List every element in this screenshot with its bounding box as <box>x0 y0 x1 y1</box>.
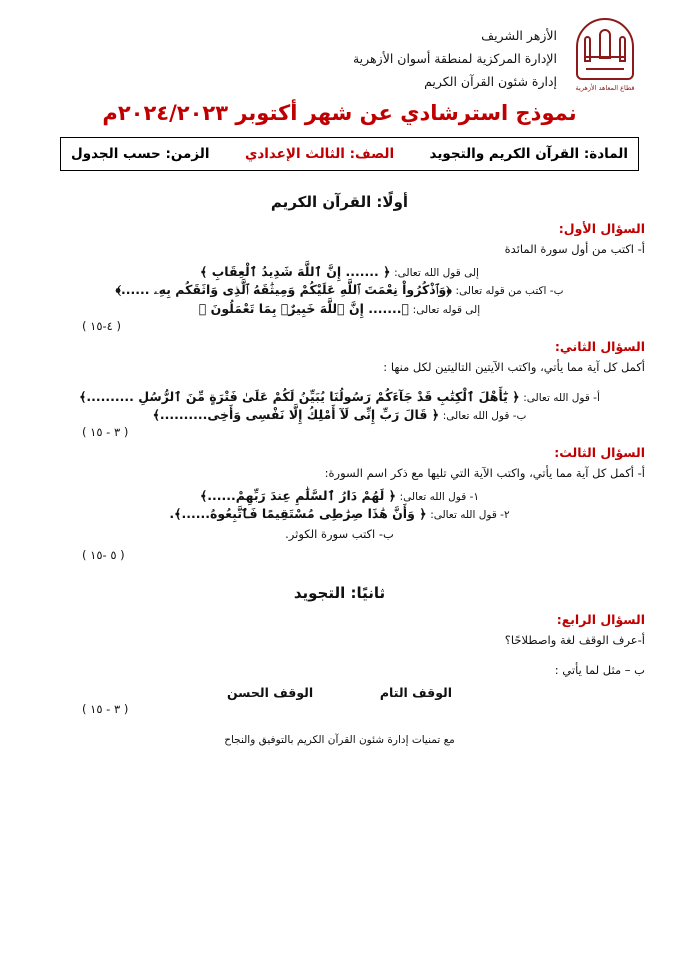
question-1c-ayah-row <box>34 301 645 316</box>
question-4-marks: ( ٣ - ١٥ ) <box>82 702 129 717</box>
question-2-heading: السؤال الثاني: <box>554 339 645 355</box>
question-3-item-2-ayah: ﴿ وَأَنَّ هَٰذَا صِرَٰطِى مُسْتَقِيمًا فَٱتَّبِعُوهُ......﴾. <box>169 505 427 521</box>
question-1b-ayah: ﴿وَٱذْكُرُواْ نِعْمَتَ ٱللَّهِ عَلَيْكُمْ وَمِيثَٰقَهُ ٱلَّذِى وَاثَقَكُم بِهِۦ ......﴾ <box>115 282 452 298</box>
question-4a-label: أ-عرف الوقف لغة واصطلاحًا؟ <box>504 632 645 647</box>
question-2b-ayah: ﴿ قَالَ رَبِّ إِنِّى لَآ أَمْلِكُ إِلَّا نَفْسِى وَأَخِى..........﴾ <box>152 407 440 423</box>
exam-body <box>0 193 679 746</box>
question-2a-row <box>34 389 645 404</box>
question-2b-lead: ب- قول الله تعالى: <box>442 410 527 423</box>
question-1a-label: أ- اكتب من أول سورة المائدة <box>504 242 645 257</box>
question-2b-row <box>34 407 645 422</box>
question-3b-label: ب- اكتب سورة الكوثر. <box>285 526 394 541</box>
question-3-item-2-lead: ٢- قول الله تعالى: <box>430 508 510 521</box>
question-2-marks: ( ٣ - ١٥ ) <box>82 425 129 440</box>
minaret-right-icon <box>619 36 626 62</box>
question-3-item-2-row <box>34 506 645 521</box>
info-subject <box>430 146 628 162</box>
question-1-marks: ( ٤-١٥ ) <box>82 319 122 334</box>
org-line-2: الإدارة المركزية لمنطقة أسوان الأزهرية <box>352 51 557 67</box>
question-1a-ayah: ﴿ ....... إِنَّ ٱللَّهَ شَدِيدُ ٱلْعِقَابِ ﴾ <box>200 264 391 280</box>
question-1c-lead: إلى قوله تعالى: <box>412 304 481 317</box>
time-value: حسب الجدول <box>71 146 161 163</box>
grade-label: الصف: <box>349 146 395 163</box>
question-2a-lead: أ- قول الله تعالى: <box>523 392 600 405</box>
subject-label: المادة: <box>583 146 628 163</box>
question-4-item-2: الوقف الحسن <box>226 685 314 701</box>
subject-value: القرآن الكريم والتجويد <box>429 146 580 163</box>
question-3-marks: ( ٥ -١٥ ) <box>82 547 125 562</box>
question-1b-ayah-row <box>34 282 645 298</box>
section-title-tajweed: ثانيًا: التجويد <box>293 583 386 602</box>
org-line-3: إدارة شئون القرآن الكريم <box>424 74 557 90</box>
mosque-icon <box>576 18 634 80</box>
footer-note: مع تمنيات إدارة شئون القرآن الكريم بالتوفيق والنجاح <box>224 734 455 747</box>
exam-info-bar <box>60 137 639 171</box>
question-1b-lead: ب- اكتب من قوله تعالى: <box>455 285 564 298</box>
logo-caption: قطاع المعاهد الأزهرية <box>575 84 635 92</box>
question-1a-lead: إلى قول الله تعالى: <box>394 267 479 280</box>
question-3-item-1-row <box>34 488 645 503</box>
question-1-heading: السؤال الأول: <box>558 221 645 237</box>
question-3-item-1-ayah: ﴿ لَهُمْ دَارُ ٱلسَّلَٰمِ عِندَ رَبِّهِمْ......﴾ <box>199 487 396 503</box>
question-4-items <box>34 685 645 700</box>
question-2a-ayah: ﴿ يَٰٓأَهْلَ ٱلْكِتَٰبِ قَدْ جَآءَكُمْ رَسُولُنَا يُبَيِّنُ لَكُمْ عَلَىٰ فَتْرَةٍ مِّنَ ٱلرُّسُلِ ..........﴾ <box>79 389 520 405</box>
question-1c-ayah: ﴿....... إِنَّ ٱللَّهَ خَبِيرٌۢ بِمَا تَعْمَلُونَ ﴾ <box>198 301 410 317</box>
organization-lines <box>26 18 557 93</box>
info-grade <box>245 146 394 162</box>
question-3-item-1-lead: ١- قول الله تعالى: <box>399 490 480 503</box>
question-3-heading: السؤال الثالث: <box>554 445 645 461</box>
page-title: نموذج استرشادي عن شهر أكتوبر ٢٠٢٤/٢٠٢٣م <box>102 101 577 126</box>
azhar-logo <box>557 18 653 92</box>
section-title-quran: أولًا: القرآن الكريم <box>270 193 409 212</box>
question-4-heading: السؤال الرابع: <box>556 611 645 627</box>
document-header <box>0 0 679 93</box>
question-2-intro: أكمل كل آية مما يأتي، واكتب الآيتين التاليتين لكل منها : <box>383 360 645 375</box>
question-3-intro: أ- أكمل كل آية مما يأتي، واكتب الآية التي تليها مع ذكر اسم السورة: <box>324 466 645 481</box>
minaret-left-icon <box>584 36 591 62</box>
grade-value: الثالث الإعدادي <box>244 146 345 163</box>
question-1a-ayah-row <box>34 264 645 279</box>
time-label: الزمن: <box>165 146 210 163</box>
org-line-1: الأزهر الشريف <box>481 28 557 43</box>
info-time <box>71 146 210 162</box>
question-4b-label: ب – مثل لما يأتي : <box>554 662 645 677</box>
question-4-item-1: الوقف التام <box>379 685 453 701</box>
